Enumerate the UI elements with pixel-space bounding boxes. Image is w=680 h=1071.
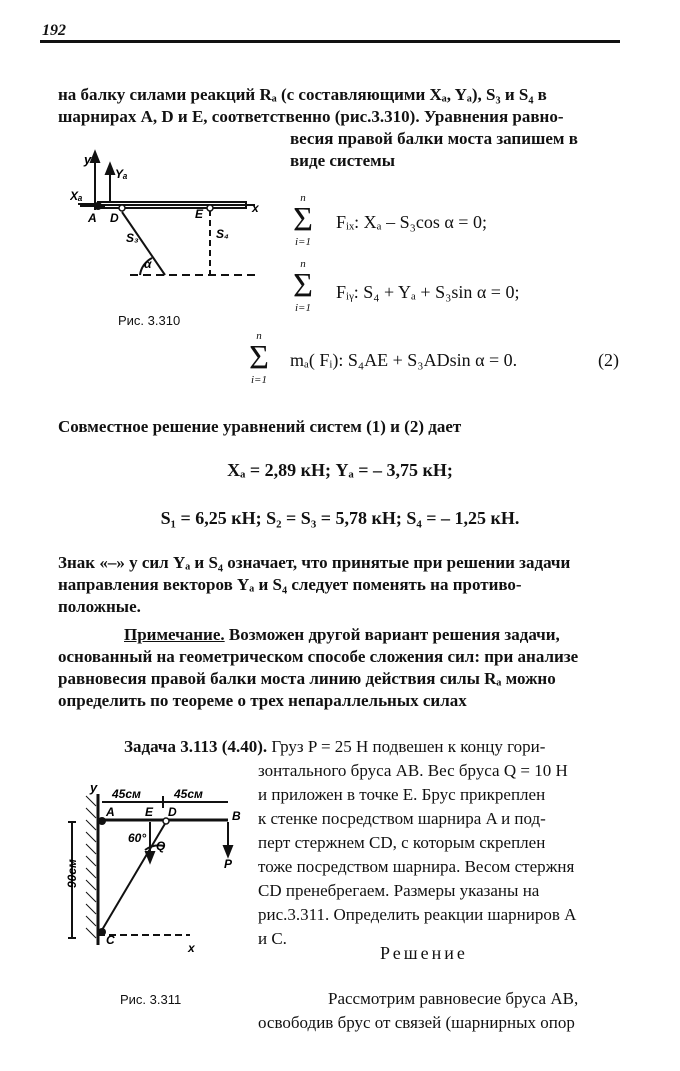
sign-note-line3: положные. [58,597,141,616]
task-line1 [124,736,545,758]
task-line8: рис.3.311. Определить реакции шарниров A [258,905,577,924]
para1b-line2: виде системы [290,151,396,170]
solution-heading: Решение [380,943,468,963]
fig311-label-d: D [168,805,177,819]
task-line7: CD пренебрегаем. Размеры указаны на [258,881,540,900]
fig310-label-y: y [84,152,92,167]
fig310-label-a: A [88,211,97,225]
figure-3-310 [70,140,270,300]
sum1: n Σ i=1 [293,192,313,248]
eq-number: (2) [598,350,619,370]
final-line1: Рассмотрим равновесие бруса AB, [328,989,579,1008]
para1-line2: шарнирах A, D и E, соответственно (рис.3.310). Уравнения равно- [58,107,564,126]
fig311-label-y: y [90,780,98,795]
fig310-label-alpha: α [144,257,152,271]
fig310-label-ya: Yₐ [115,167,128,181]
fig311-dim1: 45см [112,787,141,801]
fig310-label-d: D [110,211,119,225]
fig311-label-q: Q [156,839,166,853]
note-line1 [124,624,560,646]
fig311-label-p: P [224,857,233,871]
eq-ma: mₐ( Fᵢ): S₄AE + S₃ADsin α = 0. [290,350,518,370]
eq-fix: Fᵢₓ: Xₐ – S₃cos α = 0; [336,212,487,232]
note-line4: определить по теореме о трех непараллельных силах [58,691,467,710]
result-line-2: S₁ = 6,25 кН; S₂ = S₃ = 5,78 кН; S₄ = – 1,25 кН. [160,508,520,528]
page-number: 192 [42,22,66,39]
sign-note-line1: Знак «–» у сил Yₐ и S₄ означает, что принятые при решении задачи [58,553,571,572]
note-line3: равновесия правой балки моста линию действия силы Rₐ можно [58,669,556,688]
fig311-label-x: x [188,941,195,955]
header-rule [40,40,620,43]
fig310-label-s3: S₃ [126,231,139,245]
final-line2: освободив брус от связей (шарнирных опор [258,1013,575,1032]
fig311-dim2: 45см [174,787,203,801]
task-line2: зонтального бруса AB. Вес бруса Q = 10 Н [258,761,568,780]
fig310-label-s4: S₄ [216,227,229,241]
result-line-1: Xₐ = 2,89 кН; Yₐ = – 3,75 кН; [227,460,453,480]
fig311-caption: Рис. 3.311 [120,992,182,1007]
task-line5: перт стержнем CD, с которым скреплен [258,833,546,852]
fig310-caption: Рис. 3.310 [118,313,181,328]
note-line2: основанный на геометрическом способе сложения сил: при анализе [58,647,579,666]
sum3: n Σ i=1 [249,330,269,386]
sign-note-line2: направления векторов Yₐ и S₄ следует поменять на противо- [58,575,522,594]
para1b-line1: весия правой балки моста запишем в [290,129,578,148]
note-label: Примечание. [124,625,225,644]
fig310-label-e: E [195,207,204,221]
task-line3: и приложен в точке E. Брус прикреплен [258,785,546,804]
para1-line1: на балку силами реакций Rₐ (с составляющими Xₐ, Yₐ), S₃ и S₄ в [58,85,547,104]
sum2: n Σ i=1 [293,258,313,314]
fig311-angle: 60° [128,831,147,845]
fig311-label-b: B [232,809,241,823]
task-line9: и C. [258,929,287,948]
fig311-label-e: E [145,805,154,819]
fig311-dim3: 90см [65,859,79,888]
task-line6: тоже посредством шарнира. Весом стержня [258,857,575,876]
fig311-label-c: C [106,933,115,947]
eq-fiy: Fᵢᵧ: S₄ + Yₐ + S₃sin α = 0; [336,282,520,302]
task-line4: к стенке посредством шарнира A и под- [258,809,546,828]
note-text-1: Возможен другой вариант решения задачи, [224,625,560,644]
fig310-label-x: x [252,201,259,215]
task-text-1: Груз P = 25 Н подвешен к концу гори- [267,737,546,756]
fig311-label-a: A [106,805,115,819]
joint-solution-text: Совместное решение уравнений систем (1) и (2) дает [58,417,462,436]
fig310-label-xa: Xₐ [70,189,83,203]
task-title: Задача 3.113 (4.40). [124,737,268,756]
figure-3-311 [50,780,255,960]
